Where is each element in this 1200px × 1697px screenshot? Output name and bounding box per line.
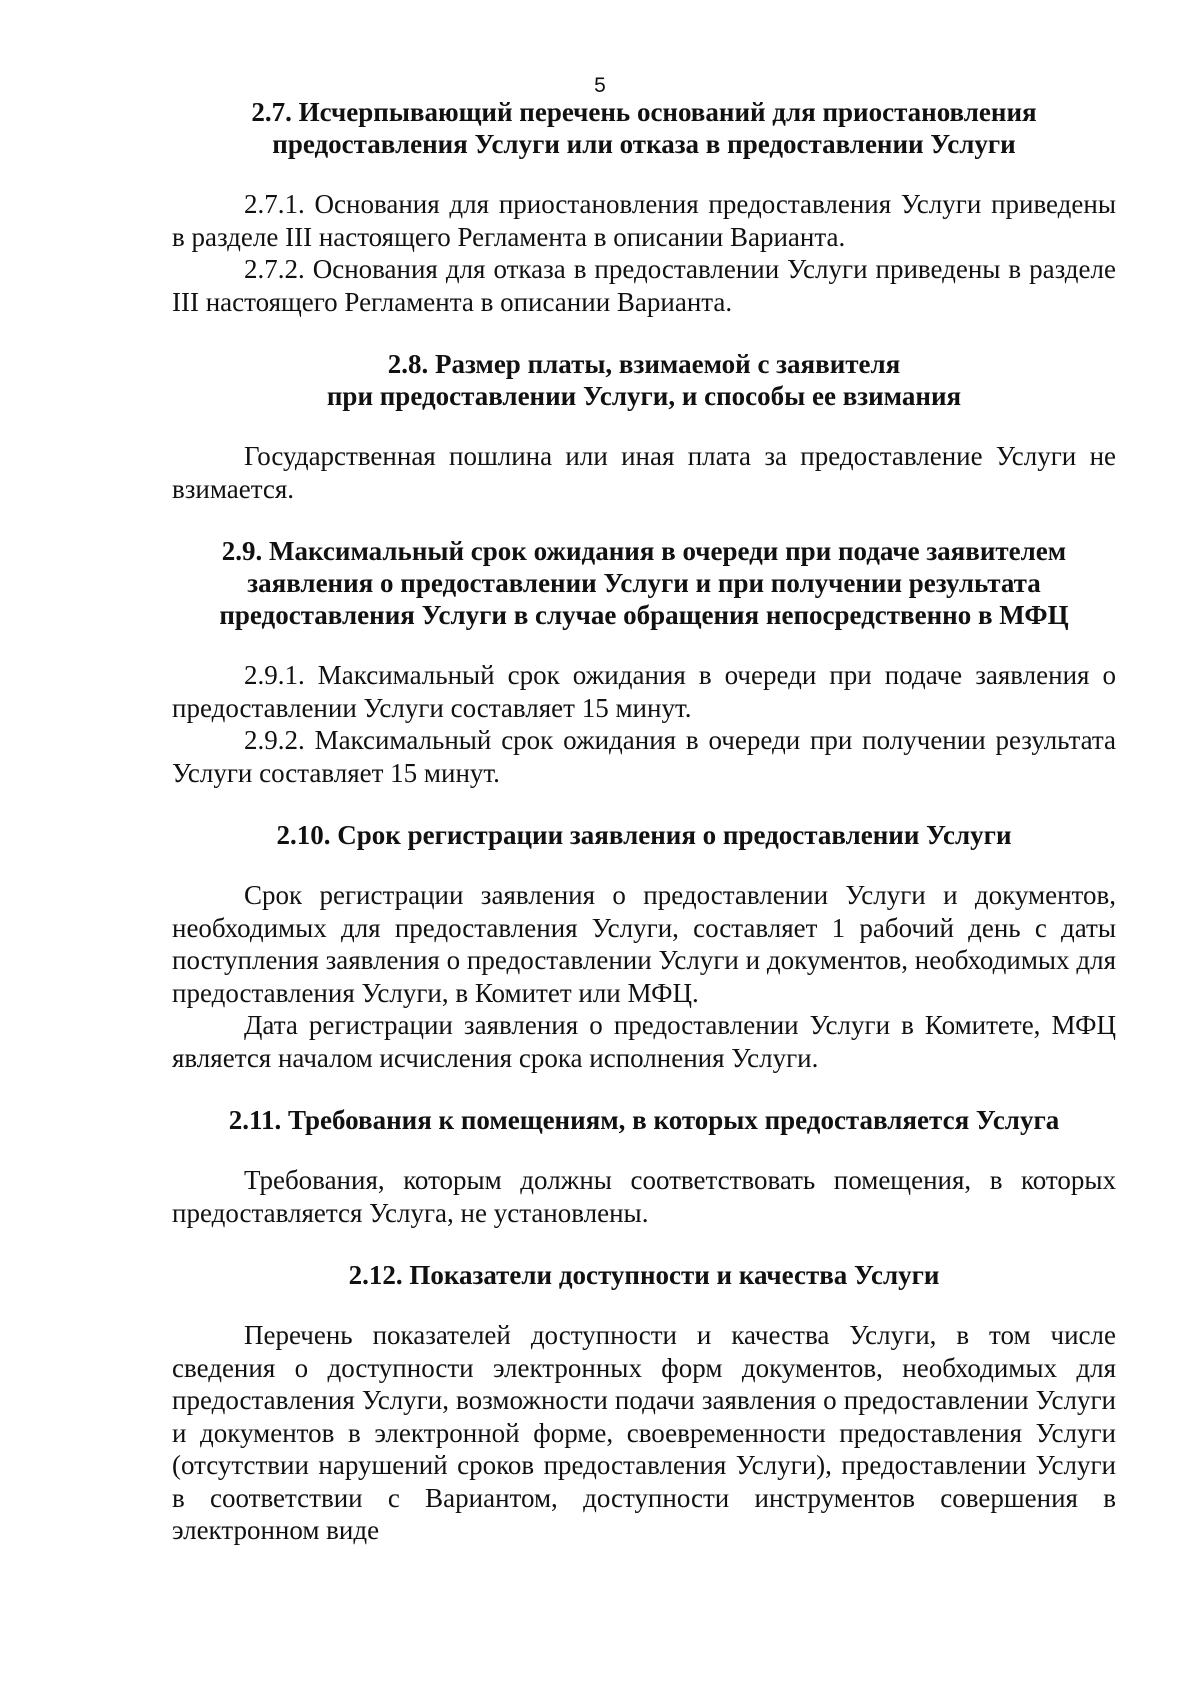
section-2-8 <box>172 348 1116 505</box>
section-heading <box>172 535 1116 631</box>
section-heading <box>172 348 1116 412</box>
heading-line: 2.11. Требования к помещениям, в которых предоставляется Услуга <box>228 1105 1060 1135</box>
section-2-12 <box>172 1259 1116 1547</box>
paragraph: Дата регистрации заявления о предоставлении Услуги в Комитете, МФЦ является началом исчисления срока исполнения Услуги. <box>172 1010 1116 1073</box>
page-number: 5 <box>594 74 606 97</box>
paragraph: 2.7.1. Основания для приостановления предоставления Услуги приведены в разделе III настоящего Регламента в описании Варианта. <box>172 189 1116 252</box>
section-heading <box>172 819 1116 851</box>
section-heading <box>172 96 1116 160</box>
paragraph: Требования, которым должны соответствовать помещения, в которых предоставляется Услуга, не установлены. <box>172 1165 1116 1228</box>
section-2-10 <box>172 819 1116 1074</box>
document-body <box>172 96 1116 1547</box>
section-heading <box>172 1259 1116 1291</box>
paragraph: Государственная пошлина или иная плата за предоставление Услуги не взимается. <box>172 441 1116 504</box>
heading-line: при предоставлении Услуги, и способы ее взимания <box>326 381 962 411</box>
section-heading <box>172 1104 1116 1136</box>
paragraph: Перечень показателей доступности и качества Услуги, в том числе сведения о доступности электронных форм документов, необходимых для предоставления Услуги, возможности подачи заявления о предоставлении Услуги и документов в электронной форме, своевременности предоставления Услуги (отсутствии нарушений сроков предоставления Услуги), предоставлении Услуги в соответствии с Вариантом, доступности инструментов совершения в электронном виде <box>172 1320 1116 1545</box>
heading-line: 2.9. Максимальный срок ожидания в очереди при подаче заявителем <box>221 536 1067 566</box>
paragraph: 2.7.2. Основания для отказа в предоставлении Услуги приведены в разделе III настоящего Регламента в описании Варианта. <box>172 254 1116 317</box>
heading-line: заявления о предоставлении Услуги и при получении результата <box>247 568 1041 598</box>
heading-line: предоставления Услуги в случае обращения непосредственно в МФЦ <box>219 600 1069 630</box>
section-2-9 <box>172 535 1116 789</box>
heading-line: 2.12. Показатели доступности и качества Услуги <box>348 1260 940 1290</box>
heading-line: предоставления Услуги или отказа в предоставлении Услуги <box>272 129 1016 159</box>
paragraph: 2.9.2. Максимальный срок ожидания в очереди при получении результата Услуги составляет 15 минут. <box>172 725 1116 788</box>
section-2-11 <box>172 1104 1116 1229</box>
heading-line: 2.8. Размер платы, взимаемой с заявителя <box>387 349 901 379</box>
heading-line: 2.7. Исчерпывающий перечень оснований для приостановления <box>251 97 1037 127</box>
paragraph: 2.9.1. Максимальный срок ожидания в очереди при подаче заявления о предоставлении Услуги составляет 15 минут. <box>172 660 1116 723</box>
heading-line: 2.10. Срок регистрации заявления о предоставлении Услуги <box>276 820 1012 850</box>
paragraph: Срок регистрации заявления о предоставлении Услуги и документов, необходимых для предоставления Услуги, составляет 1 рабочий день с даты поступления заявления о предоставлении Услуги и документов, необходимых для предоставления Услуги, в Комитет или МФЦ. <box>172 880 1116 1008</box>
section-2-7 <box>172 96 1116 318</box>
